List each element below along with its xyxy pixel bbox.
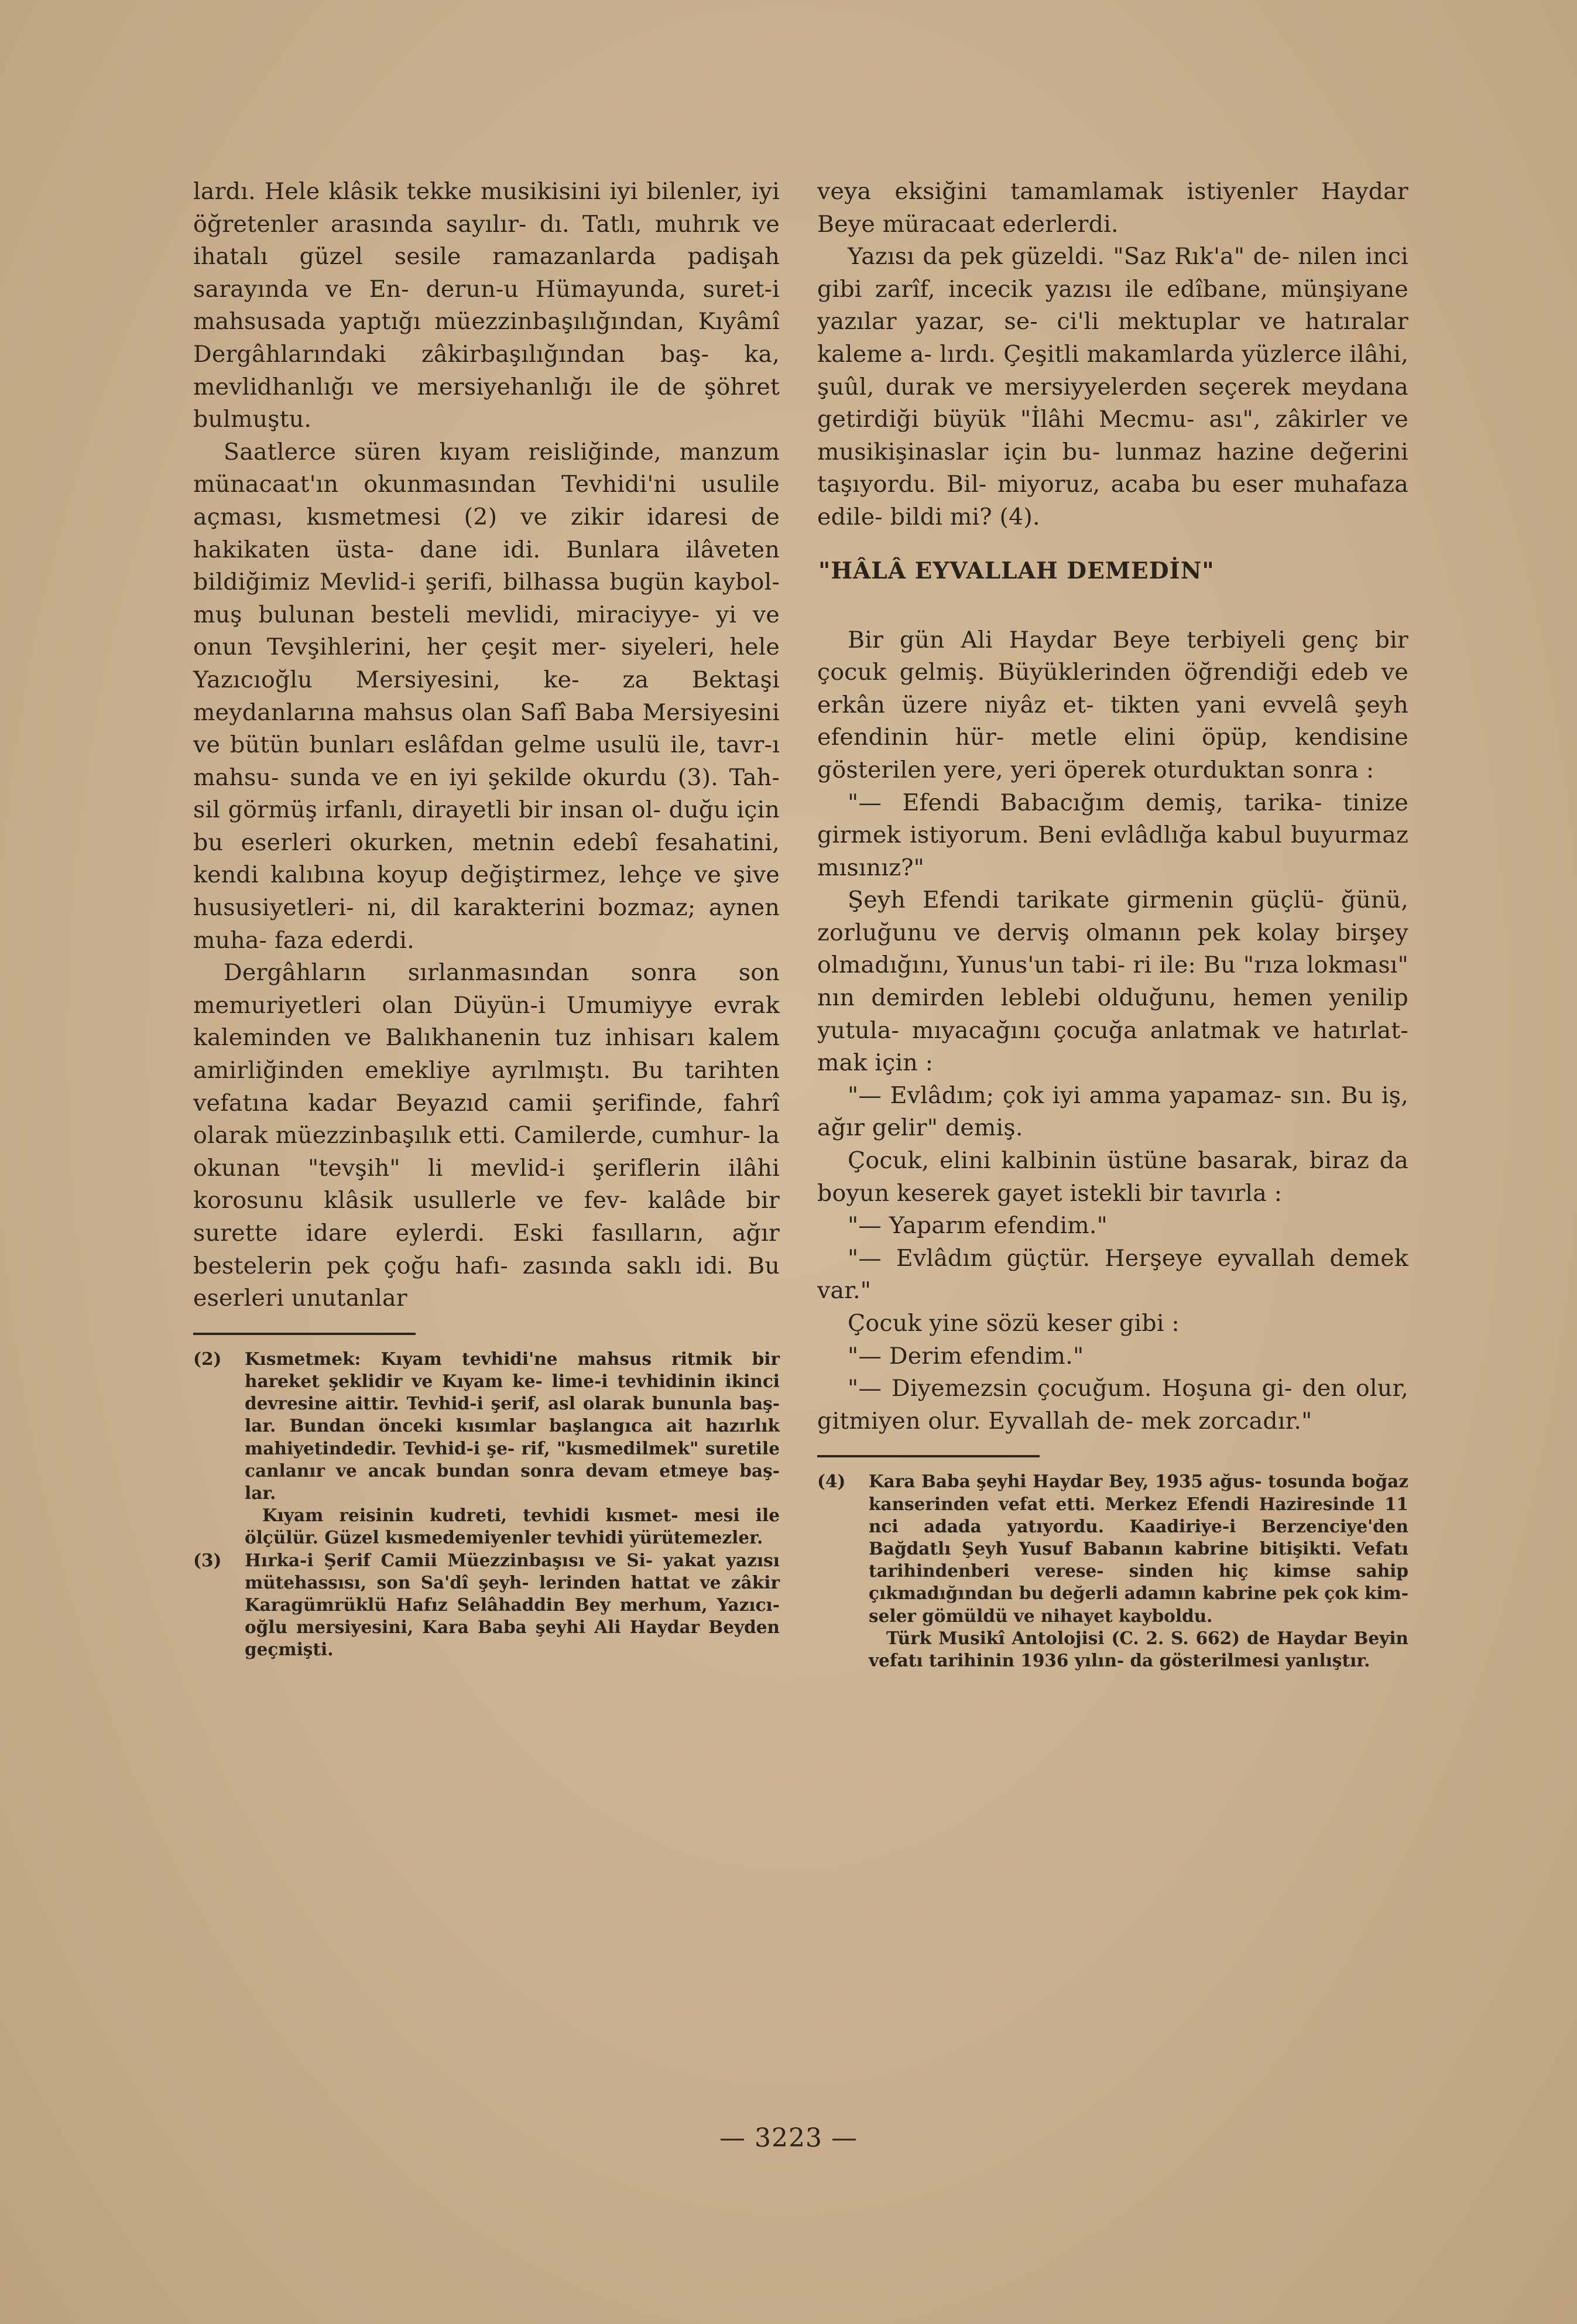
right-column [817, 176, 1408, 1672]
footnote-text: Kara Baba şeyhi Haydar Bey, 1935 ağus- tosunda boğaz kanserinden vefat etti. Merkez Efendi Haziresinde 11 nci adada yatıyordu. Kaadiriye-i Berzenciye'den Bağdatlı Şeyh Yusuf Babanın kabrine bitişikti. Vefatı tarihindenberi verese- sinden hiç kimse sahip çıkmadığından bu değerli adamın kabrine pek çok kim- seler gömüldü ve nihayet kayboldu. [869, 1471, 1408, 1626]
footnote-number: (2) [193, 1348, 222, 1369]
body-paragraph: Bir gün Ali Haydar Beye terbiyeli genç bir çocuk gelmiş. Büyüklerinden öğrendiği edeb ve erkân üzere niyâz et- tikten yani evvelâ şeyh efendinin hür- metle elini öpüp, kendisine gösterilen yere, yeri öperek oturduktan sonra : [817, 626, 1408, 783]
body-paragraph: Şeyh Efendi tarikate girmenin güçlü- ğünü, zorluğunu ve derviş olmanın pek kolay birşey olmadığını, Yunus'un tabi- ri ile: Bu "rıza lokması" nın demirden leblebi olduğunu, hemen yenilip yutula- mıyacağını çocuğa anlatmak ve hatırlat- mak için : [817, 887, 1408, 1077]
footnote-continuation: Türk Musikî Antolojisi (C. 2. S. 662) de Haydar Beyin vefatı tarihinin 1936 yılın- da gösterilmesi yanlıştır. [869, 1627, 1408, 1671]
footnote-text: Kısmetmek: Kıyam tevhidi'ne mahsus ritmik bir hareket şeklidir ve Kıyam ke- lime-i tevhidinin ikinci devresine aittir. Tevhid-i şerif, asl olarak bununla baş- lar. Bundan önceki kısımlar başlangıca ait hazırlık mahiyetindedir. Tevhid-i şe- rif, "kısmedilmek" suretile canlanır ve ancak bundan sonra devam etmeye baş- lar. [245, 1348, 780, 1503]
left-column [193, 176, 780, 1661]
body-paragraph: Çocuk, elini kalbinin üstüne basarak, biraz da boyun keserek gayet istekli bir tavırla : [817, 1147, 1408, 1207]
footnote-divider [817, 1455, 1040, 1457]
body-paragraph: Dergâhların sırlanmasından sonra son memuriyetleri olan Düyün-i Umumiyye evrak kaleminden ve Balıkhanenin tuz inhisarı kalem amirliğinden emekliye ayrılmıştı. Bu tarihten vefatına kadar Beyazıd camii şerifinde, fahrî olarak müezzinbaşılık etti. Camilerde, cumhur- la okunan "tevşih" li mevlid-i şeriflerin ilâhi korosunu klâsik usullerle ve fev- kalâde bir surette idare eylerdi. Eski fasılların, ağır bestelerin pek çoğu hafı- zasında saklı idi. Bu eserleri unutanlar [193, 959, 780, 1312]
section-heading: "HÂLÂ EYVALLAH DEMEDİN" [818, 557, 1215, 584]
body-paragraph: Çocuk yine sözü keser gibi : [848, 1310, 1180, 1337]
page-number: — 3223 — [719, 2123, 858, 2153]
footnote-divider [193, 1333, 416, 1335]
body-paragraph: "— Diyemezsin çocuğum. Hoşuna gi- den olur, gitmiyen olur. Eyvallah de- mek zorcadır." [817, 1375, 1408, 1435]
body-paragraph: "— Yaparım efendim." [848, 1212, 1108, 1240]
body-paragraph: "— Evlâdım; çok iyi amma yapamaz- sın. Bu iş, ağır gelir" demiş. [817, 1081, 1408, 1142]
footnote [817, 1470, 1408, 1627]
body-paragraph: Saatlerce süren kıyam reisliğinde, manzum münacaat'ın okunmasından Tevhidi'ni usulile açması, kısmetmesi (2) ve zikir idaresi de hakikaten üsta- dane idi. Bunlara ilâveten bildiğimiz Mevlid-i şerifi, bilhassa bugün kaybol- muş bulunan besteli mevlidi, miraciyye- yi ve onun Tevşihlerini, her çeşit mer- siyeleri, hele Yazıcıoğlu Mersiyesini, ke- za Bektaşi meydanlarına mahsus olan Safî Baba Mersiyesini ve bütün bunları eslâfdan gelme usulü ile, tavr-ı mahsu- sunda ve en iyi şekilde okurdu (3). Tah- sil görmüş irfanlı, dirayetli bir insan ol- duğu için bu eserleri okurken, metnin edebî fesahatini, kendi kalıbına koyup değiştirmez, lehçe ve şive hususiyetleri- ni, dil karakterini bozmaz; aynen muha- faza ederdi. [193, 438, 780, 954]
body-paragraph: "— Efendi Babacığım demiş, tarika- tinize girmek istiyorum. Beni evlâdlığa kabul buyurmaz mısınız?" [817, 789, 1408, 881]
body-paragraph: "— Evlâdım güçtür. Herşeye eyvallah demek var." [817, 1244, 1408, 1305]
footnote-text: Hırka-i Şerif Camii Müezzinbaşısı ve Si- yakat yazısı mütehassısı, son Sa'dî şeyh- lerinden hattat ve zâkir Karagümrüklü Hafız Selâhaddin Bey merhum, Yazıcı- oğlu mersiyesini, Kara Baba şeyhi Ali Haydar Beyden geçmişti. [245, 1549, 780, 1660]
body-paragraph: Yazısı da pek güzeldi. "Saz Rık'a" de- nilen inci gibi zarîf, incecik yazısı ile edîbane, münşiyane yazılar yazar, se- ci'li mektuplar ve hatıralar kaleme a- lırdı. Çeşitli makamlarda yüzlerce ilâhi, şuûl, durak ve mersiyyelerden seçerek meydana getirdiği büyük "İlâhi Mecmu- ası", zâkirler ve musikişinaslar için bu- lunmaz hazine değerini taşıyordu. Bil- miyoruz, acaba bu eser muhafaza edile- bildi mi? (4). [817, 243, 1408, 530]
footnote-continuation: Kıyam reisinin kudreti, tevhidi kısmet- mesi ile ölçülür. Güzel kısmedemiyenler tevhidi yürütemezler. [245, 1505, 780, 1548]
body-paragraph: "— Derim efendim." [848, 1342, 1084, 1370]
footnote-number: (3) [193, 1549, 222, 1570]
body-paragraph: veya eksiğini tamamlamak istiyenler Haydar Beye müracaat ederlerdi. [817, 178, 1408, 238]
footnote [193, 1348, 780, 1504]
body-paragraph: lardı. Hele klâsik tekke musikisini iyi bilenler, iyi öğretenler arasında sayılır- dı. Tatlı, muhrık ve ihatalı güzel sesile ramazanlarda padişah sarayında ve En- derun-u Hümayunda, suret-i mahsusada yaptığı müezzinbaşılığından, Kıyâmî Dergâhlarındaki zâkirbaşılığından baş- ka, mevlidhanlığı ve mersiyehanlığı ile de şöhret bulmuştu. [193, 178, 780, 433]
footnote [193, 1549, 780, 1661]
footnote-number: (4) [817, 1471, 846, 1492]
